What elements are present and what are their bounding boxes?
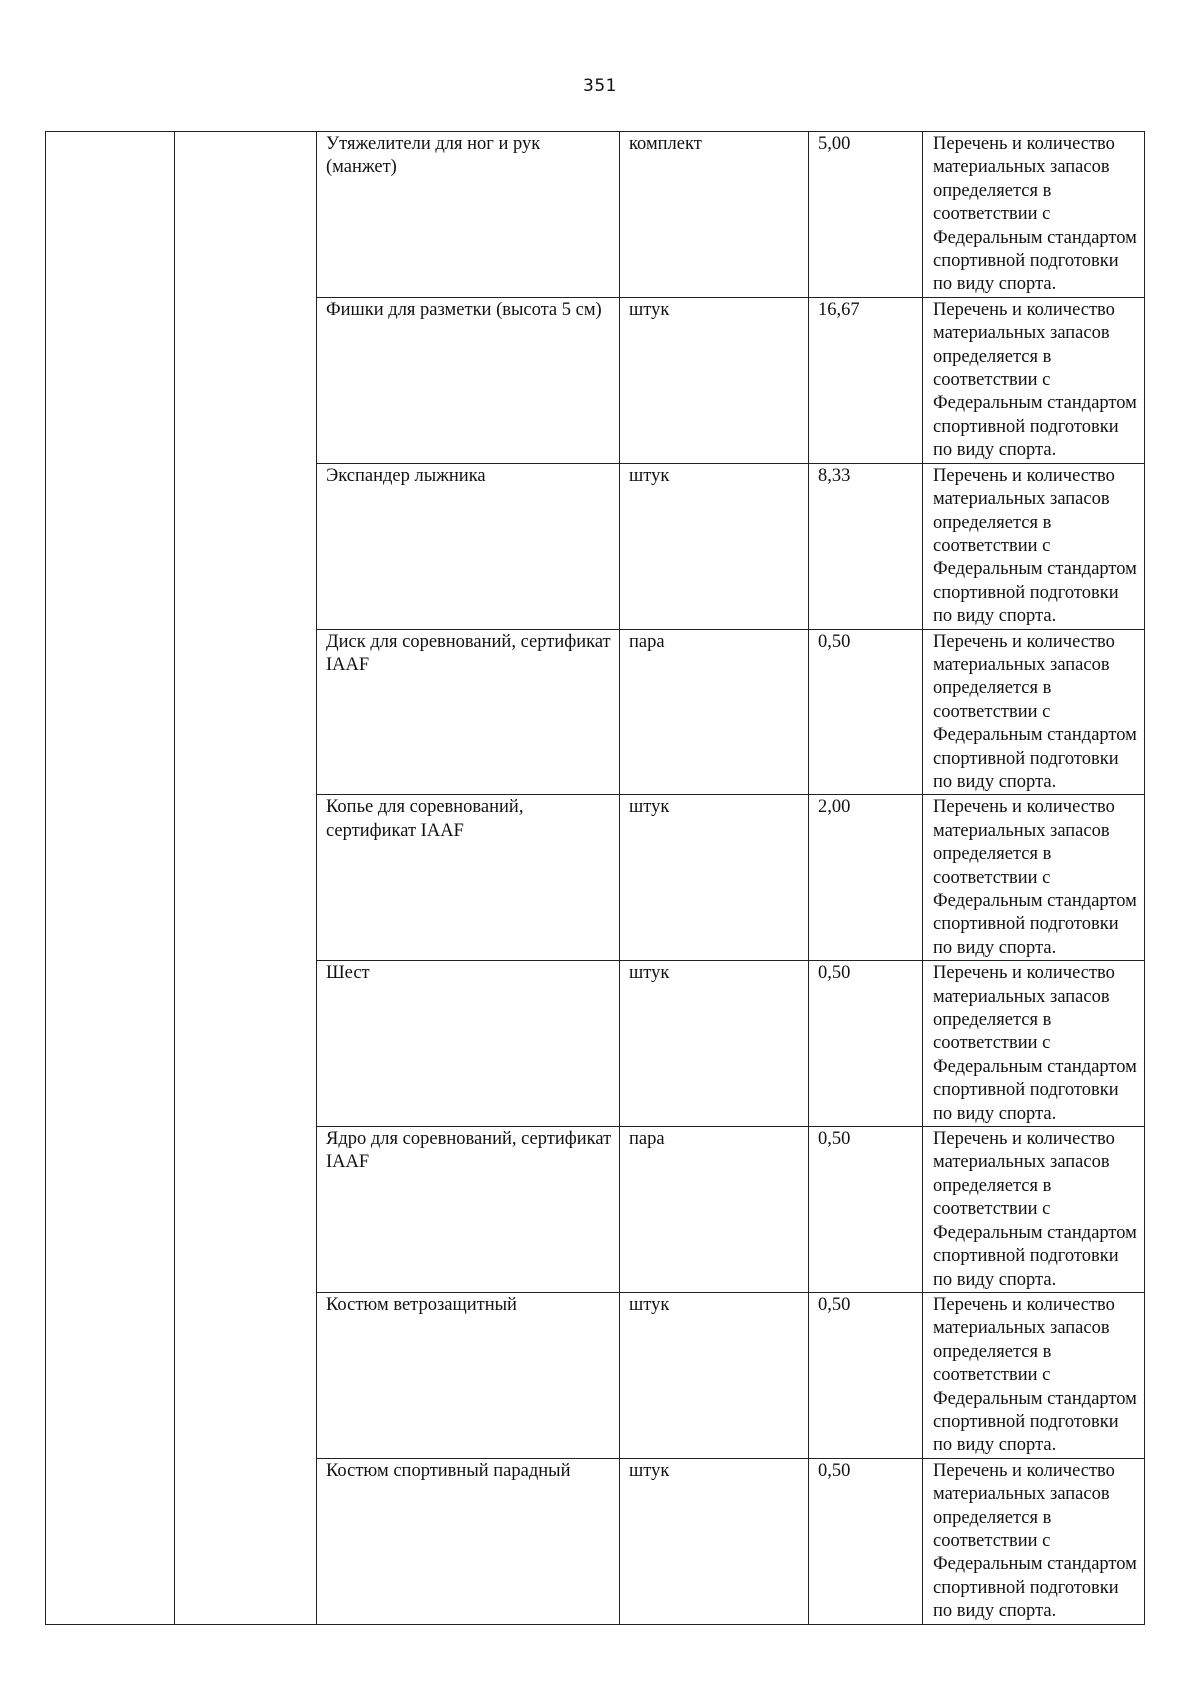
item-name-cell: Шест xyxy=(317,961,620,1127)
note-cell xyxy=(923,1292,1145,1458)
quantity-cell: 2,00 xyxy=(809,795,923,961)
quantity-cell: 0,50 xyxy=(809,1458,923,1624)
quantity-cell: 0,50 xyxy=(809,1127,923,1293)
note-text: Перечень и количество материальных запасов определяется в соответствии с Федеральным стандартом спортивной подготовки по виду спорта. xyxy=(933,134,1137,295)
note-text: Перечень и количество материальных запасов определяется в соответствии с Федеральным стандартом спортивной подготовки по виду спорта. xyxy=(933,1460,1137,1622)
note-cell xyxy=(923,795,1145,961)
quantity-cell: 0,50 xyxy=(809,629,923,795)
page-number: 351 xyxy=(583,76,617,96)
unit-cell: штук xyxy=(620,795,809,961)
item-name-cell: Костюм спортивный парадный xyxy=(317,1458,620,1624)
note-text: Перечень и количество материальных запасов определяется в соответствии с Федеральным стандартом спортивной подготовки по виду спорта. xyxy=(933,631,1137,792)
note-text: Перечень и количество материальных запасов определяется в соответствии с Федеральным стандартом спортивной подготовки по виду спорта. xyxy=(933,299,1137,461)
note-cell xyxy=(923,1127,1145,1293)
item-name-cell: Утяжелители для ног и рук (манжет) xyxy=(317,132,620,298)
note-text: Перечень и количество материальных запасов определяется в соответствии с Федеральным стандартом спортивной подготовки по виду спорта. xyxy=(933,465,1137,627)
item-name-cell: Экспандер лыжника xyxy=(317,463,620,629)
quantity-cell: 0,50 xyxy=(809,961,923,1127)
table-row xyxy=(46,132,1145,298)
item-name-cell: Диск для соревнований, сертификат IAAF xyxy=(317,629,620,795)
unit-cell: штук xyxy=(620,1292,809,1458)
unit-cell: штук xyxy=(620,1458,809,1624)
unit-cell: штук xyxy=(620,463,809,629)
quantity-cell: 0,50 xyxy=(809,1292,923,1458)
equipment-table xyxy=(45,131,1145,1625)
note-text: Перечень и количество материальных запасов определяется в соответствии с Федеральным стандартом спортивной подготовки по виду спорта. xyxy=(933,963,1137,1124)
note-cell xyxy=(923,629,1145,795)
note-cell xyxy=(923,463,1145,629)
item-name-cell: Фишки для разметки (высота 5 см) xyxy=(317,297,620,463)
item-name-cell: Ядро для соревнований, сертификат IAAF xyxy=(317,1127,620,1293)
note-text: Перечень и количество материальных запасов определяется в соответствии с Федеральным стандартом спортивной подготовки по виду спорта. xyxy=(933,1129,1137,1290)
subcategory-cell xyxy=(175,132,317,1625)
unit-cell: штук xyxy=(620,961,809,1127)
unit-cell: пара xyxy=(620,629,809,795)
unit-cell: пара xyxy=(620,1127,809,1293)
quantity-cell: 16,67 xyxy=(809,297,923,463)
item-name-cell: Костюм ветрозащитный xyxy=(317,1292,620,1458)
note-cell xyxy=(923,961,1145,1127)
note-cell xyxy=(923,297,1145,463)
category-cell xyxy=(46,132,175,1625)
item-name-cell: Копье для соревнований, сертификат IAAF xyxy=(317,795,620,961)
quantity-cell: 8,33 xyxy=(809,463,923,629)
note-cell xyxy=(923,132,1145,298)
note-text: Перечень и количество материальных запасов определяется в соответствии с Федеральным стандартом спортивной подготовки по виду спорта. xyxy=(933,797,1137,958)
note-text: Перечень и количество материальных запасов определяется в соответствии с Федеральным стандартом спортивной подготовки по виду спорта. xyxy=(933,1294,1137,1456)
quantity-cell: 5,00 xyxy=(809,132,923,298)
unit-cell: штук xyxy=(620,297,809,463)
note-cell xyxy=(923,1458,1145,1624)
unit-cell: комплект xyxy=(620,132,809,298)
